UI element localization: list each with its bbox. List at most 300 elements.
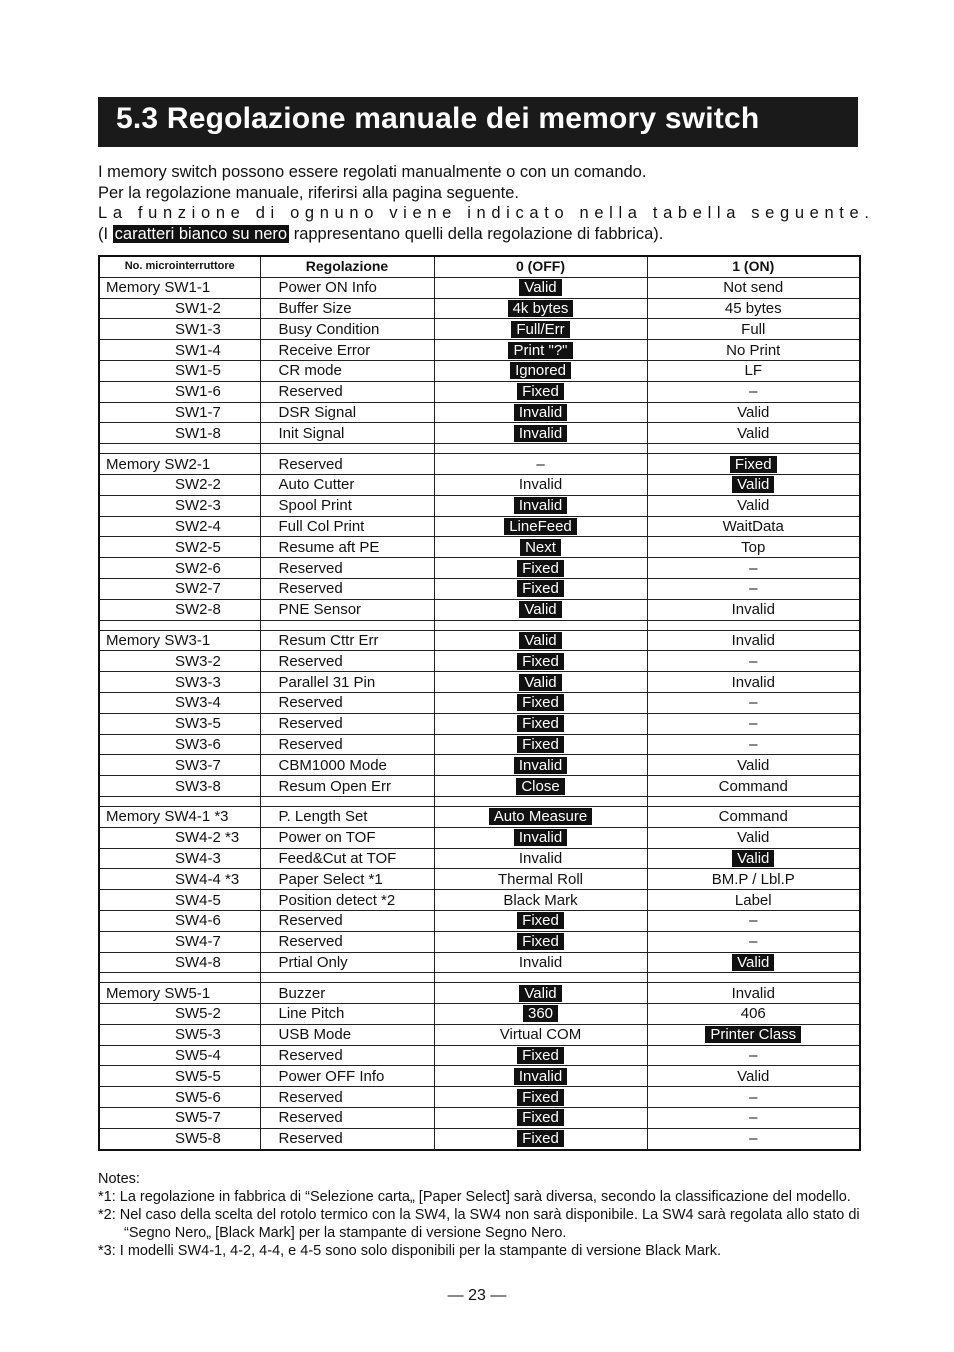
off-value-cell — [434, 298, 647, 319]
setting-cell: Power OFF Info — [260, 1066, 434, 1087]
intro-line-4-suffix: rappresentano quelli della regolazione di fabbrica). — [289, 224, 664, 243]
on-value: Command — [718, 777, 788, 795]
on-value-cell — [647, 516, 860, 537]
separator-cell — [647, 796, 860, 806]
factory-default-value: Fixed — [517, 933, 564, 950]
table-row — [99, 277, 860, 298]
off-value-cell — [434, 848, 647, 869]
setting-cell: Reserved — [260, 910, 434, 931]
off-value-cell — [434, 1128, 647, 1149]
on-value-cell — [647, 952, 860, 973]
table-row — [99, 578, 860, 599]
on-value-cell — [647, 776, 860, 797]
table-row — [99, 474, 860, 495]
factory-default-value: Print "?" — [508, 342, 572, 359]
on-value-cell — [647, 360, 860, 381]
factory-default-value: Auto Measure — [489, 808, 592, 825]
on-value-cell — [647, 558, 860, 579]
off-value: Virtual COM — [499, 1026, 582, 1044]
separator-cell — [647, 620, 860, 630]
on-value-cell — [647, 340, 860, 361]
on-value-cell — [647, 734, 860, 755]
off-value-cell — [434, 952, 647, 973]
off-value-cell — [434, 734, 647, 755]
off-value-cell — [434, 360, 647, 381]
group-separator — [99, 796, 860, 806]
off-value-cell — [434, 1108, 647, 1129]
note-2: *2: Nel caso della scelta del rotolo termico con la SW4, la SW4 non sarà disponibile. La SW4 sarà regolata allo stato di “Segno Nero„ [Black Mark] per la stampante di versione Segno Nero. — [98, 1207, 860, 1241]
table-row — [99, 402, 860, 423]
setting-cell: Full Col Print — [260, 516, 434, 537]
setting-cell: Reserved — [260, 931, 434, 952]
off-value-cell — [434, 672, 647, 693]
off-value: Black Mark — [503, 891, 578, 909]
on-value: WaitData — [722, 517, 784, 535]
setting-cell: Feed&Cut at TOF — [260, 848, 434, 869]
intro-line-4-prefix: (I — [98, 224, 113, 243]
switch-number-cell: Memory SW1-1 — [99, 277, 260, 298]
table-row — [99, 537, 860, 558]
on-value: Valid — [737, 1067, 770, 1085]
section-header — [98, 97, 858, 147]
setting-cell: Receive Error — [260, 340, 434, 361]
off-value-cell — [434, 319, 647, 340]
switch-number-cell: SW3-8 — [99, 776, 260, 797]
setting-cell: Reserved — [260, 454, 434, 475]
off-value-cell — [434, 558, 647, 579]
switch-number-cell: SW4-6 — [99, 910, 260, 931]
on-value: Valid — [737, 756, 770, 774]
notes-title: Notes: — [98, 1171, 140, 1187]
group-separator — [99, 620, 860, 630]
off-value-cell — [434, 1066, 647, 1087]
table-row — [99, 692, 860, 713]
on-value: – — [749, 1047, 758, 1065]
on-value: Not send — [723, 279, 784, 297]
on-value-cell — [647, 692, 860, 713]
on-value-cell — [647, 319, 860, 340]
off-value-cell — [434, 651, 647, 672]
on-value: – — [749, 912, 758, 930]
note-3: *3: I modelli SW4-1, 4-2, 4-4, e 4-5 sono solo disponibili per la stampante di versione Black Mark. — [98, 1243, 721, 1259]
separator-cell — [99, 796, 260, 806]
table-row — [99, 1004, 860, 1025]
factory-default-value: Fixed — [517, 715, 564, 732]
on-value-cell — [647, 983, 860, 1004]
intro-text — [98, 162, 875, 244]
on-value-cell — [647, 1045, 860, 1066]
intro-line-1: I memory switch possono essere regolati manualmente o con un comando. — [98, 163, 647, 181]
factory-default-value: Valid — [732, 850, 774, 867]
setting-cell: Reserved — [260, 1045, 434, 1066]
setting-cell: Line Pitch — [260, 1004, 434, 1025]
factory-default-value: 4k bytes — [508, 300, 574, 317]
on-value-cell — [647, 890, 860, 911]
on-value: – — [749, 559, 758, 577]
setting-cell: Reserved — [260, 651, 434, 672]
on-value-cell — [647, 599, 860, 620]
off-value-cell — [434, 340, 647, 361]
on-value-cell — [647, 537, 860, 558]
switch-number-cell: SW2-6 — [99, 558, 260, 579]
switch-number-cell: SW5-3 — [99, 1024, 260, 1045]
table-row — [99, 381, 860, 402]
table-row — [99, 630, 860, 651]
table-row — [99, 713, 860, 734]
on-value: Invalid — [731, 601, 775, 619]
off-value-cell — [434, 806, 647, 827]
factory-default-value: Fixed — [517, 1130, 564, 1147]
on-value: Valid — [737, 424, 770, 442]
factory-default-value: Invalid — [514, 404, 567, 421]
on-value-cell — [647, 869, 860, 890]
table-row — [99, 1128, 860, 1149]
setting-cell: Reserved — [260, 713, 434, 734]
on-value: Valid — [737, 497, 770, 515]
off-value-cell — [434, 495, 647, 516]
switch-number-cell: SW1-6 — [99, 381, 260, 402]
table-row — [99, 1066, 860, 1087]
on-value: – — [749, 735, 758, 753]
factory-default-value: Valid — [519, 985, 561, 1002]
on-value-cell — [647, 806, 860, 827]
factory-default-value: Full/Err — [511, 321, 569, 338]
setting-cell: Init Signal — [260, 423, 434, 444]
switch-number-cell: SW4-7 — [99, 931, 260, 952]
factory-default-value: Close — [516, 778, 564, 795]
switch-number-cell: SW1-3 — [99, 319, 260, 340]
setting-cell: CBM1000 Mode — [260, 755, 434, 776]
header-setting: Regolazione — [260, 256, 434, 277]
on-value-cell — [647, 1108, 860, 1129]
group-separator — [99, 973, 860, 983]
table-row — [99, 1108, 860, 1129]
separator-cell — [434, 620, 647, 630]
off-value-cell — [434, 402, 647, 423]
switch-number-cell: SW3-5 — [99, 713, 260, 734]
switch-number-cell: SW5-8 — [99, 1128, 260, 1149]
factory-default-value: Fixed — [517, 1047, 564, 1064]
setting-cell: P. Length Set — [260, 806, 434, 827]
factory-default-value: Fixed — [517, 560, 564, 577]
on-value: – — [749, 1109, 758, 1127]
setting-cell: USB Mode — [260, 1024, 434, 1045]
intro-highlight: caratteri bianco su nero — [114, 224, 288, 243]
factory-default-value: 360 — [523, 1005, 558, 1022]
switch-number-cell: SW3-4 — [99, 692, 260, 713]
off-value: – — [536, 455, 545, 473]
separator-cell — [260, 796, 434, 806]
on-value-cell — [647, 495, 860, 516]
separator-cell — [647, 973, 860, 983]
on-value: – — [749, 652, 758, 670]
setting-cell: Paper Select *1 — [260, 869, 434, 890]
on-value: 45 bytes — [724, 299, 782, 317]
off-value-cell — [434, 1045, 647, 1066]
on-value: – — [749, 1088, 758, 1106]
switch-number-cell: SW3-3 — [99, 672, 260, 693]
switch-number-cell: SW2-5 — [99, 537, 260, 558]
switch-number-cell: Memory SW2-1 — [99, 454, 260, 475]
on-value: – — [749, 933, 758, 951]
setting-cell: Reserved — [260, 381, 434, 402]
table-row — [99, 1087, 860, 1108]
setting-cell: Power on TOF — [260, 827, 434, 848]
table-row — [99, 869, 860, 890]
separator-cell — [647, 444, 860, 454]
separator-cell — [99, 973, 260, 983]
switch-number-cell: SW2-8 — [99, 599, 260, 620]
off-value: Invalid — [518, 953, 563, 971]
table-row — [99, 734, 860, 755]
on-value-cell — [647, 910, 860, 931]
off-value: Invalid — [518, 476, 563, 494]
table-row — [99, 931, 860, 952]
on-value-cell — [647, 1066, 860, 1087]
on-value: – — [749, 694, 758, 712]
setting-cell: Reserved — [260, 692, 434, 713]
off-value-cell — [434, 776, 647, 797]
switch-number-cell: SW2-2 — [99, 474, 260, 495]
header-off: 0 (OFF) — [434, 256, 647, 277]
factory-default-value: Valid — [732, 954, 774, 971]
setting-cell: Prtial Only — [260, 952, 434, 973]
off-value-cell — [434, 381, 647, 402]
table-row — [99, 516, 860, 537]
factory-default-value: Fixed — [517, 580, 564, 597]
off-value-cell — [434, 423, 647, 444]
switch-number-cell: SW5-5 — [99, 1066, 260, 1087]
notes — [98, 1170, 868, 1260]
off-value-cell — [434, 599, 647, 620]
factory-default-value: Valid — [519, 674, 561, 691]
table-row — [99, 890, 860, 911]
on-value-cell — [647, 672, 860, 693]
separator-cell — [260, 620, 434, 630]
factory-default-value: Printer Class — [705, 1026, 801, 1043]
factory-default-value: Invalid — [514, 1068, 567, 1085]
setting-cell: Reserved — [260, 734, 434, 755]
off-value-cell — [434, 537, 647, 558]
switch-number-cell: SW5-7 — [99, 1108, 260, 1129]
off-value-cell — [434, 983, 647, 1004]
table-row — [99, 776, 860, 797]
on-value: Top — [741, 538, 766, 556]
page-number: — 23 — — [447, 1287, 507, 1304]
setting-cell: Reserved — [260, 558, 434, 579]
factory-default-value: Ignored — [510, 362, 571, 379]
off-value-cell — [434, 910, 647, 931]
header-on: 1 (ON) — [647, 256, 860, 277]
on-value-cell — [647, 931, 860, 952]
setting-cell: Reserved — [260, 1108, 434, 1129]
on-value-cell — [647, 713, 860, 734]
switch-number-cell: SW4-4 *3 — [99, 869, 260, 890]
table-row — [99, 495, 860, 516]
setting-cell: Power ON Info — [260, 277, 434, 298]
table-row — [99, 672, 860, 693]
table-row — [99, 340, 860, 361]
on-value-cell — [647, 1087, 860, 1108]
on-value: – — [749, 1130, 758, 1148]
factory-default-value: Valid — [519, 632, 561, 649]
on-value: Label — [734, 891, 772, 909]
off-value-cell — [434, 692, 647, 713]
factory-default-value: Fixed — [517, 694, 564, 711]
setting-cell: Resum Open Err — [260, 776, 434, 797]
on-value-cell — [647, 381, 860, 402]
on-value-cell — [647, 578, 860, 599]
setting-cell: Position detect *2 — [260, 890, 434, 911]
on-value-cell — [647, 848, 860, 869]
setting-cell: Reserved — [260, 1128, 434, 1149]
intro-line-2: Per la regolazione manuale, riferirsi alla pagina seguente. — [98, 183, 519, 202]
switch-number-cell: SW2-3 — [99, 495, 260, 516]
off-value-cell — [434, 1004, 647, 1025]
on-value: Valid — [737, 403, 770, 421]
off-value-cell — [434, 516, 647, 537]
table-row — [99, 360, 860, 381]
off-value-cell — [434, 1087, 647, 1108]
off-value-cell — [434, 578, 647, 599]
on-value-cell — [647, 277, 860, 298]
on-value: Invalid — [731, 984, 775, 1002]
switch-number-cell: SW4-5 — [99, 890, 260, 911]
on-value-cell — [647, 402, 860, 423]
on-value-cell — [647, 1024, 860, 1045]
page-title: 5.3 Regolazione manuale dei memory switch — [116, 102, 760, 135]
on-value-cell — [647, 827, 860, 848]
switch-number-cell: SW3-7 — [99, 755, 260, 776]
factory-default-value: LineFeed — [504, 518, 577, 535]
switch-number-cell: SW4-8 — [99, 952, 260, 973]
separator-cell — [99, 620, 260, 630]
setting-cell: Resum Cttr Err — [260, 630, 434, 651]
setting-cell: Reserved — [260, 1087, 434, 1108]
on-value: – — [749, 715, 758, 733]
table-row — [99, 423, 860, 444]
table-row — [99, 454, 860, 475]
factory-default-value: Invalid — [514, 757, 567, 774]
setting-cell: Parallel 31 Pin — [260, 672, 434, 693]
on-value-cell — [647, 423, 860, 444]
switch-number-cell: SW1-4 — [99, 340, 260, 361]
factory-default-value: Invalid — [514, 497, 567, 514]
separator-cell — [260, 444, 434, 454]
off-value-cell — [434, 755, 647, 776]
on-value: – — [749, 580, 758, 598]
factory-default-value: Valid — [519, 601, 561, 618]
setting-cell: Buffer Size — [260, 298, 434, 319]
factory-default-value: Fixed — [517, 383, 564, 400]
setting-cell: PNE Sensor — [260, 599, 434, 620]
setting-cell: Reserved — [260, 578, 434, 599]
switch-number-cell: SW1-5 — [99, 360, 260, 381]
switch-number-cell: SW1-8 — [99, 423, 260, 444]
factory-default-value: Fixed — [730, 456, 777, 473]
on-value-cell — [647, 1004, 860, 1025]
switch-number-cell: SW2-4 — [99, 516, 260, 537]
on-value-cell — [647, 651, 860, 672]
off-value-cell — [434, 474, 647, 495]
on-value: Invalid — [731, 631, 775, 649]
setting-cell: Buzzer — [260, 983, 434, 1004]
on-value: – — [749, 383, 758, 401]
setting-cell: Busy Condition — [260, 319, 434, 340]
table-row — [99, 848, 860, 869]
table-row — [99, 755, 860, 776]
separator-cell — [99, 444, 260, 454]
on-value-cell — [647, 298, 860, 319]
factory-default-value: Invalid — [514, 425, 567, 442]
on-value: BM.P / Lbl.P — [711, 870, 795, 888]
table-body — [99, 277, 860, 1149]
on-value-cell — [647, 474, 860, 495]
factory-default-value: Fixed — [517, 1089, 564, 1106]
separator-cell — [260, 973, 434, 983]
setting-cell: CR mode — [260, 360, 434, 381]
setting-cell: Auto Cutter — [260, 474, 434, 495]
table-row — [99, 651, 860, 672]
switch-number-cell: Memory SW5-1 — [99, 983, 260, 1004]
separator-cell — [434, 444, 647, 454]
factory-default-value: Fixed — [517, 1109, 564, 1126]
on-value: Command — [718, 808, 788, 826]
group-separator — [99, 444, 860, 454]
intro-line-3: La funzione di ognuno viene indicato nella tabella seguente. — [98, 204, 875, 222]
separator-cell — [434, 973, 647, 983]
on-value-cell — [647, 454, 860, 475]
off-value: Invalid — [518, 849, 563, 867]
switch-number-cell: SW3-6 — [99, 734, 260, 755]
switch-number-cell: SW4-3 — [99, 848, 260, 869]
memory-switch-table — [98, 255, 861, 1151]
off-value-cell — [434, 630, 647, 651]
table-row — [99, 983, 860, 1004]
switch-number-cell: SW5-6 — [99, 1087, 260, 1108]
on-value: Full — [741, 320, 766, 338]
off-value: Thermal Roll — [497, 870, 584, 888]
separator-cell — [434, 796, 647, 806]
switch-number-cell: SW2-7 — [99, 578, 260, 599]
off-value-cell — [434, 869, 647, 890]
switch-number-cell: SW1-2 — [99, 298, 260, 319]
on-value: Invalid — [731, 673, 775, 691]
factory-default-value: Invalid — [514, 829, 567, 846]
off-value-cell — [434, 277, 647, 298]
factory-default-value: Valid — [519, 279, 561, 296]
on-value-cell — [647, 630, 860, 651]
setting-cell: Spool Print — [260, 495, 434, 516]
table-row — [99, 319, 860, 340]
on-value: 406 — [740, 1005, 766, 1023]
setting-cell: Resume aft PE — [260, 537, 434, 558]
table-row — [99, 558, 860, 579]
factory-default-value: Next — [520, 539, 561, 556]
factory-default-value: Fixed — [517, 912, 564, 929]
intro-line-4 — [98, 224, 858, 245]
factory-default-value: Fixed — [517, 653, 564, 670]
switch-number-cell: Memory SW3-1 — [99, 630, 260, 651]
table-row — [99, 827, 860, 848]
setting-cell: DSR Signal — [260, 402, 434, 423]
table-row — [99, 952, 860, 973]
switch-number-cell: SW5-4 — [99, 1045, 260, 1066]
table-row — [99, 1024, 860, 1045]
off-value-cell — [434, 1024, 647, 1045]
on-value-cell — [647, 1128, 860, 1149]
off-value-cell — [434, 931, 647, 952]
